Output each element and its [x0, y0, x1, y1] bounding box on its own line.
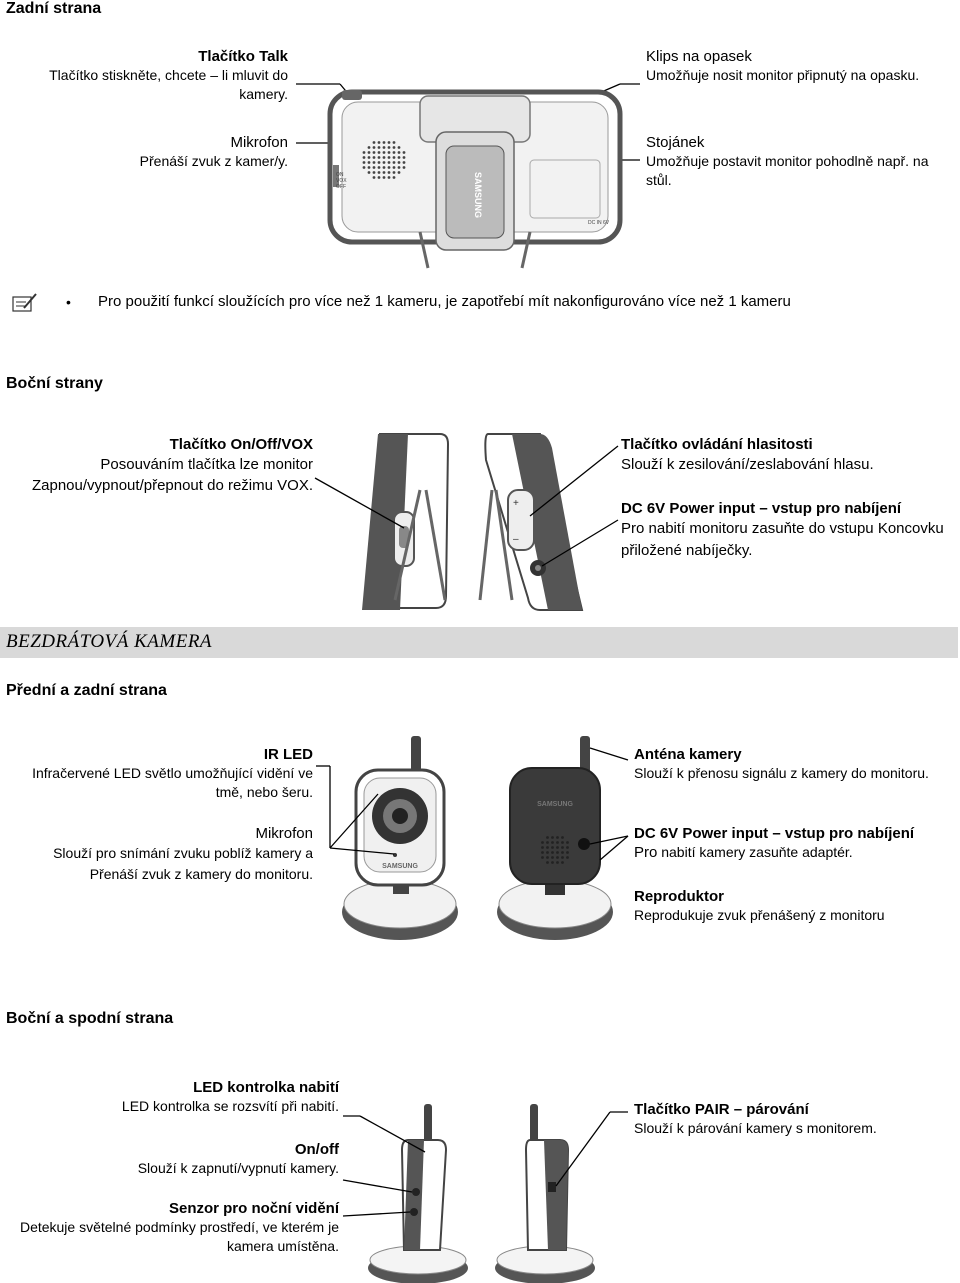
speaker-hole	[551, 856, 554, 859]
speaker-hole	[393, 171, 396, 174]
speaker-hole	[373, 151, 376, 154]
speaker-hole	[403, 156, 406, 159]
rear-heading: Zadní strana	[6, 0, 102, 17]
speaker-hole	[403, 151, 406, 154]
speaker-hole	[546, 846, 549, 849]
cam-dc-desc-pre: Pro	[634, 844, 658, 861]
speaker-hole	[556, 846, 559, 849]
switch-label-on: ON	[336, 172, 344, 178]
svg-text:+: +	[513, 498, 519, 509]
speaker-hole	[393, 146, 396, 149]
speaker-hole	[398, 156, 401, 159]
side-dc-title: DC 6V Power input – vstup pro nabíjení	[621, 500, 902, 517]
speaker-hole	[393, 151, 396, 154]
note-pencil-icon	[12, 292, 38, 314]
speaker-hole	[388, 146, 391, 149]
speaker-hole	[551, 846, 554, 849]
speaker-hole	[546, 836, 549, 839]
speaker-hole	[393, 166, 396, 169]
speaker-hole	[383, 176, 386, 179]
speaker-hole	[373, 146, 376, 149]
speaker-hole	[378, 156, 381, 159]
volume-title: Tlačítko ovládání hlasitosti	[621, 436, 813, 453]
rear-brand-logo: SAMSUNG	[473, 171, 483, 219]
speaker-hole	[378, 141, 381, 144]
speaker-hole	[541, 856, 544, 859]
led-desc: LED kontrolka se rozsvítí při nabití.	[121, 1098, 339, 1114]
speaker-hole	[373, 141, 376, 144]
speaker-hole	[551, 851, 554, 854]
led-title: LED kontrolka nabití	[193, 1079, 339, 1096]
speaker-hole	[368, 146, 371, 149]
speaker-hole	[566, 846, 569, 849]
cam-mic-desc: Slouží pro snímání zvuku poblíž kamery a Přenáší zvuk z kamery do monitoru.	[53, 845, 313, 882]
speaker-hole	[368, 156, 371, 159]
speaker-hole	[378, 176, 381, 179]
onoff-vox-desc: Posouváním tlačítka lze monitor Zapnou/vypnout/přepnout do režimu VOX.	[31, 456, 313, 494]
speaker-hole	[398, 161, 401, 164]
antenna-title: Anténa kamery	[634, 746, 742, 763]
cam-dc-desc: nabití kamery zasuňte adaptér.	[657, 844, 853, 860]
speaker-hole	[373, 161, 376, 164]
speaker-hole	[561, 841, 564, 844]
speaker-hole	[556, 856, 559, 859]
speaker-hole	[373, 171, 376, 174]
speaker-hole	[541, 846, 544, 849]
stand-desc: Umožňuje postavit monitor pohodlně např. na stůl.	[646, 153, 929, 188]
camera-section-title: BEZDRÁTOVÁ KAMERA	[6, 631, 213, 652]
note-bullet: •	[66, 294, 71, 310]
front-back-heading: Přední a zadní strana	[6, 682, 167, 699]
sensor-desc: Detekuje světelné podmínky prostředí, ve kterém je kamera umístěna.	[19, 1219, 339, 1254]
cam-onoff-desc: Slouží k zapnutí/vypnutí kamery.	[137, 1160, 339, 1176]
speaker-hole	[541, 851, 544, 854]
speaker-hole	[393, 176, 396, 179]
speaker-hole	[398, 166, 401, 169]
speaker-hole	[566, 841, 569, 844]
switch-label-off: OFF	[336, 184, 346, 190]
speaker-hole	[388, 166, 391, 169]
switch-label-vox: VOX	[336, 178, 347, 184]
speaker-hole	[383, 151, 386, 154]
speaker-hole	[368, 166, 371, 169]
speaker-hole	[403, 161, 406, 164]
talk-desc: Tlačítko stiskněte, chcete – li mluvit do kamery.	[49, 67, 288, 102]
speaker-hole	[383, 166, 386, 169]
speaker-hole	[363, 156, 366, 159]
dc-in-label: DC IN 6V	[588, 220, 610, 226]
speaker-hole	[398, 171, 401, 174]
speaker-hole	[566, 856, 569, 859]
antenna-desc: Slouží k přenosu signálu z kamery do monitoru.	[634, 765, 929, 781]
side-bottom-heading: Boční a spodní strana	[6, 1010, 174, 1027]
speaker-hole	[383, 141, 386, 144]
speaker-hole	[388, 156, 391, 159]
camera-front-back-illustration	[0, 730, 960, 950]
svg-text:–: –	[513, 534, 519, 545]
cam-onoff-title: On/off	[294, 1141, 339, 1158]
speaker-hole	[388, 161, 391, 164]
speaker-hole	[378, 146, 381, 149]
speaker-hole	[368, 171, 371, 174]
speaker-hole	[561, 851, 564, 854]
speaker-hole	[561, 861, 564, 864]
speaker-hole	[398, 151, 401, 154]
rear-mic-desc: Přenáší zvuk z kamer/y.	[139, 153, 288, 169]
speaker-title: Reproduktor	[634, 888, 724, 905]
speaker-hole	[398, 146, 401, 149]
monitor-sides-illustration	[0, 420, 960, 620]
side-dc-desc: Pro nabití monitoru zasuňte do vstupu Koncovku přiložené nabíječky.	[621, 520, 944, 559]
talk-title: Tlačítko Talk	[198, 48, 288, 65]
sides-heading: Boční strany	[6, 375, 103, 392]
clip-title: Klips na opasek	[646, 48, 752, 65]
speaker-hole	[388, 151, 391, 154]
speaker-hole	[388, 176, 391, 179]
monitor-rear-illustration	[0, 0, 960, 270]
speaker-hole	[373, 176, 376, 179]
speaker-hole	[383, 171, 386, 174]
speaker-hole	[378, 171, 381, 174]
speaker-hole	[368, 151, 371, 154]
speaker-hole	[393, 161, 396, 164]
speaker-hole	[378, 166, 381, 169]
speaker-hole	[551, 861, 554, 864]
speaker-hole	[546, 841, 549, 844]
speaker-hole	[556, 836, 559, 839]
speaker-hole	[388, 141, 391, 144]
speaker-hole	[393, 156, 396, 159]
speaker-hole	[551, 836, 554, 839]
speaker-hole	[378, 161, 381, 164]
speaker-hole	[378, 151, 381, 154]
note-text: Pro použití funkcí sloužících pro více než 1 kameru, je zapotřebí mít nakonfigurováno více než 1 kameru	[98, 293, 791, 310]
speaker-hole	[556, 851, 559, 854]
speaker-hole	[551, 841, 554, 844]
front-brand-logo: SAMSUNG	[382, 863, 418, 870]
speaker-hole	[541, 841, 544, 844]
speaker-hole	[383, 161, 386, 164]
speaker-hole	[561, 846, 564, 849]
rear-mic-title: Mikrofon	[230, 134, 288, 151]
ir-led-title: IR LED	[263, 746, 313, 763]
speaker-hole	[363, 151, 366, 154]
back-brand-logo: SAMSUNG	[537, 801, 573, 808]
speaker-hole	[373, 156, 376, 159]
ir-led-desc: Infračervené LED světlo umožňující vidění ve tmě, nebo šeru.	[32, 765, 313, 800]
speaker-hole	[556, 841, 559, 844]
speaker-hole	[363, 166, 366, 169]
pair-title: Tlačítko PAIR – párování	[634, 1101, 809, 1118]
speaker-hole	[363, 161, 366, 164]
pair-desc: Slouží k párování kamery s monitorem.	[634, 1120, 877, 1136]
speaker-hole	[546, 851, 549, 854]
camera-section-banner	[0, 627, 958, 658]
speaker-hole	[388, 171, 391, 174]
speaker-hole	[383, 156, 386, 159]
speaker-hole	[566, 851, 569, 854]
speaker-hole	[556, 861, 559, 864]
clip-desc: Umožňuje nosit monitor připnutý na opasku.	[646, 67, 920, 83]
camera-side-bottom-illustration	[0, 1090, 960, 1282]
speaker-hole	[403, 166, 406, 169]
onoff-vox-title: Tlačítko On/Off/VOX	[169, 436, 313, 453]
speaker-hole	[368, 161, 371, 164]
speaker-hole	[383, 146, 386, 149]
volume-desc: Slouží k zesilování/zeslabování hlasu.	[621, 456, 874, 473]
cam-dc-title: DC 6V Power input – vstup pro nabíjení	[634, 825, 915, 842]
speaker-hole	[561, 856, 564, 859]
speaker-hole	[393, 141, 396, 144]
speaker-hole	[373, 166, 376, 169]
speaker-hole	[546, 861, 549, 864]
speaker-hole	[561, 836, 564, 839]
cam-mic-title: Mikrofon	[255, 825, 313, 842]
speaker-hole	[546, 856, 549, 859]
stand-title: Stojánek	[646, 134, 705, 151]
sensor-title: Senzor pro noční vidění	[168, 1200, 339, 1217]
speaker-desc: Reprodukuje zvuk přenášený z monitoru	[634, 907, 885, 923]
